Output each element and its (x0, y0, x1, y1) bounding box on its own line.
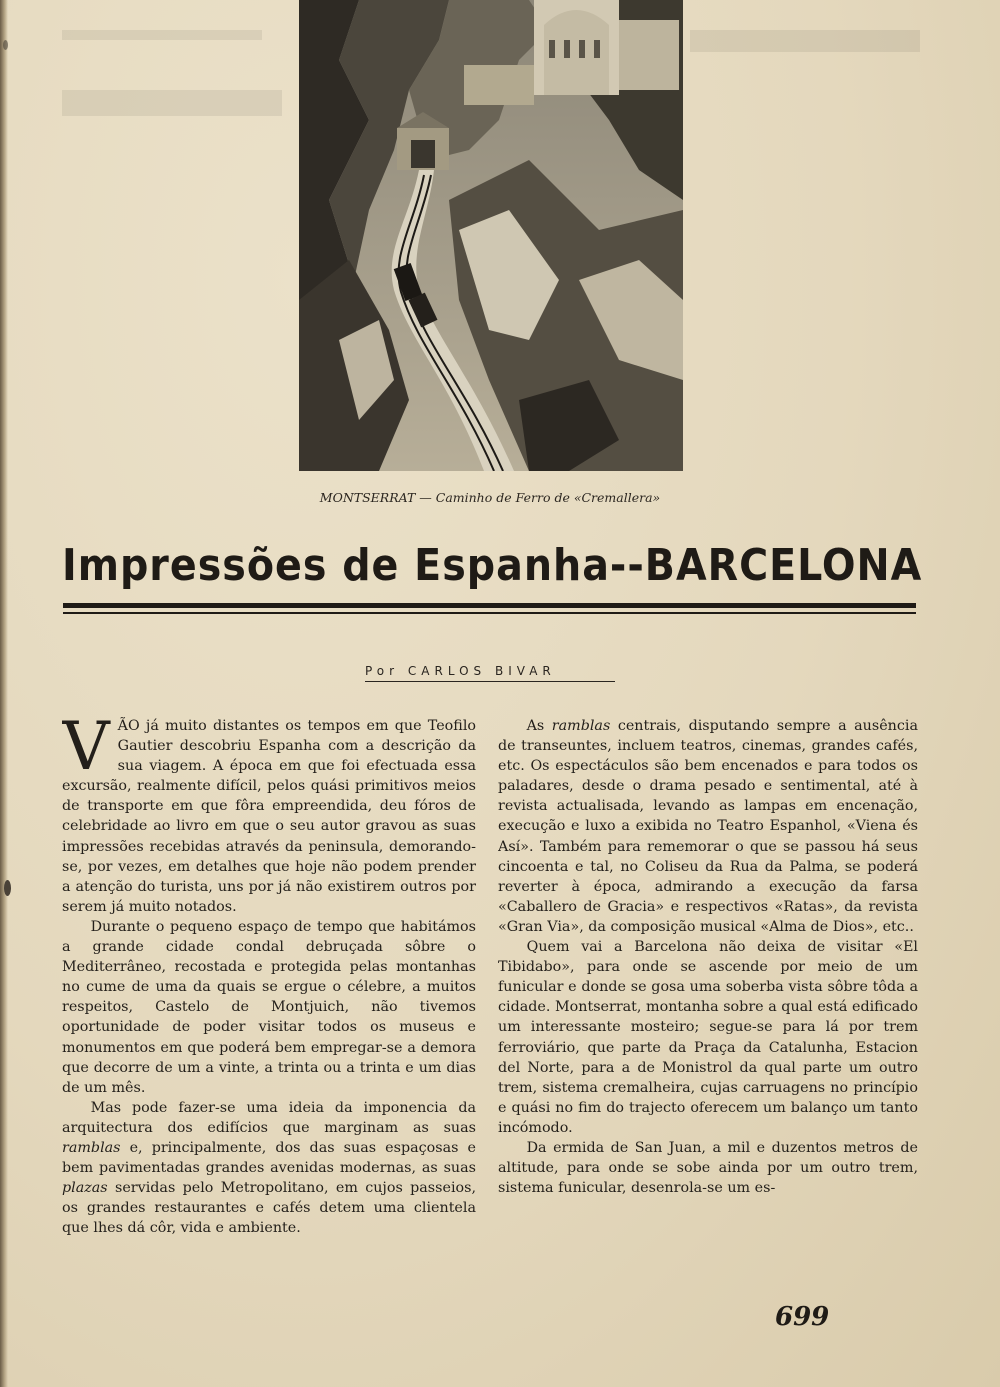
paragraph-text: servidas pelo Metropolitano, em cujos passeios, os grandes restaurantes e cafés detem uma clientela que lhes dá côr, vida e ambiente. (62, 1180, 476, 1237)
article-paragraph (62, 1098, 476, 1239)
byline-author: CARLOS BIVAR (407, 664, 556, 678)
drop-cap: V (62, 716, 110, 785)
italic-term: plazas (62, 1180, 108, 1197)
paragraph-text: ÃO já muito distantes os tempos em que Teofilo Gautier descobriu Espanha com a descrição da sua viagem. A época em que foi efectuada essa excursão, realmente difícil, pelos quási primitivos meios de transporte em que fôra empreendida, deu fóros de celebridade ao livro em que o seu autor gravou as suas impressões recebidas através da peninsula, demorando-se, por vezes, em detalhes que hoje não podem prender a atenção do turista, uns por já não existirem outros por serem já muito notados. (62, 718, 476, 915)
italic-term: ramblas (551, 718, 611, 734)
article-paragraph (498, 716, 918, 937)
italic-term: ramblas (62, 1139, 121, 1156)
paragraph-text: centrais, disputando sempre a ausência de transeuntes, incluem teatros, cinemas, grandes cafés, etc. Os espectáculos são bem encenados e para todos os paladares, desde o drama pesado e sentimental, até à revista actualisada, levando as lampas em encenação, execução e luxo a exibida no Teatro Espanhol, «Viena és Así». Também para rememorar o que se passou há seus cincoenta e tal, no Coliseu da Rua da Palma, se poderá reverter à época, admirando a execução da farsa «Caballero de Gracia» e respectivos «Ratas», da revista «Gran Via», da composição musical «Alma de Dios», etc.. (498, 718, 918, 935)
ink-smudge (4, 880, 11, 896)
photo-caption (240, 490, 740, 505)
show-through-text (62, 30, 262, 40)
caption-place: MONTSERRAT (319, 490, 416, 505)
article-column-left (62, 716, 476, 1276)
caption-text: Caminho de Ferro de «Cremallera» (435, 490, 661, 505)
show-through-text (62, 90, 282, 116)
page-number: 699 (775, 1302, 830, 1332)
page-edge-shadow (0, 0, 8, 1387)
byline (365, 664, 556, 678)
ink-smudge (3, 40, 8, 50)
article-title: Impressões de Espanha--BARCELONA (62, 540, 923, 591)
paragraph-text: Mas pode fazer-se uma ideia da imponencia da arquitectura dos edifícios que marginam as suas (62, 1099, 476, 1136)
montserrat-photo-illustration (299, 0, 683, 471)
caption-dash: — (415, 490, 436, 505)
article-paragraph: Da ermida de San Juan, a mil e duzentos metros de altitude, para onde se sobe ainda por um outro trem, sistema funicular, desenrola-se um es- (498, 1139, 918, 1197)
article-paragraph (62, 716, 476, 917)
byline-underline (365, 681, 615, 682)
paragraph-text: e, principalmente, dos das suas espaçosas e bem pavimentadas grandes avenidas modernas, as suas (62, 1139, 476, 1177)
show-through-text (690, 30, 920, 52)
byline-prefix: Por (365, 664, 400, 678)
article-paragraph: Quem vai a Barcelona não deixa de visitar «El Tibidabo», para onde se ascende por meio de um funicular e donde se gosa uma soberba vista sôbre tôda a cidade. Montserrat, montanha sobre a qual está edificado um interessante mosteiro; segue-se para lá por trem ferroviário, que parte da Praça da Catalunha, Estacion del Norte, para a de Monistrol da qual parte um outro trem, sistema cremalheira, cujas carruagens no princípio e quási no fim do trajecto oferecem um balanço um tanto incómodo. (498, 939, 918, 1136)
montserrat-photo (299, 0, 683, 471)
paragraph-text: As (526, 718, 552, 734)
title-rule-thick (63, 603, 916, 608)
article-paragraph: Durante o pequeno espaço de tempo que habitámos a grande cidade condal debruçada sôbre o Mediterrâneo, recostada e protegida pelas montanhas no cume de uma da quais se ergue o célebre, a muitos respeitos, Castelo de Montjuich, não tivemos oportunidade de poder visitar todos os museus e monumentos em que poderá bem empregar-se a demora que decorre de um a vinte, a trinta ou a trinta e um dias de um mês. (62, 918, 476, 1096)
article-column-right (498, 716, 918, 1276)
title-rule-thin (63, 612, 916, 614)
